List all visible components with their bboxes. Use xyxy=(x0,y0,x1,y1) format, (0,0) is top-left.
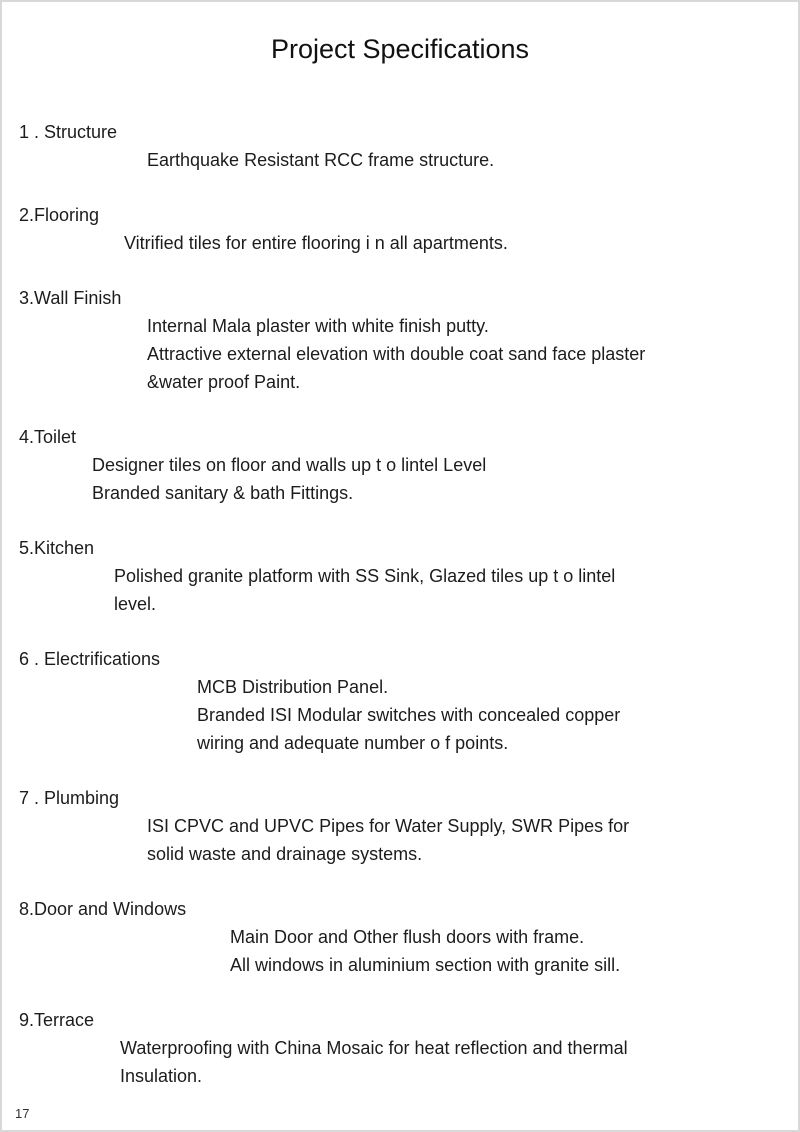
spec-section-door-and-windows xyxy=(2,895,798,979)
spec-line: Branded sanitary & bath Fittings. xyxy=(92,483,354,503)
section-lines xyxy=(2,673,798,757)
section-heading: 9.Terrace xyxy=(19,1010,95,1030)
section-heading: 8.Door and Windows xyxy=(19,899,187,919)
section-lines xyxy=(2,562,798,618)
page-title: Project Specifications xyxy=(270,34,530,64)
section-heading: 4.Toilet xyxy=(19,427,77,447)
spec-section-toilet xyxy=(2,423,798,507)
spec-line: Main Door and Other flush doors with frame. xyxy=(230,927,585,947)
spec-section-plumbing xyxy=(2,784,798,868)
spec-line: level. xyxy=(114,594,157,614)
section-lines xyxy=(2,923,798,979)
spec-line: Internal Mala plaster with white finish putty. xyxy=(147,316,489,336)
section-heading: 3.Wall Finish xyxy=(19,288,122,308)
section-heading: 7 . Plumbing xyxy=(19,788,120,808)
section-lines xyxy=(2,1034,798,1090)
spec-line: solid waste and drainage systems. xyxy=(147,844,423,864)
spec-section-flooring xyxy=(2,201,798,257)
section-heading: 6 . Electrifications xyxy=(19,649,161,669)
spec-line: All windows in aluminium section with granite sill. xyxy=(230,955,621,975)
section-heading: 2.Flooring xyxy=(19,205,100,225)
specifications-list xyxy=(2,118,798,1090)
spec-line: Insulation. xyxy=(120,1066,203,1086)
section-heading: 1 . Structure xyxy=(19,122,118,142)
section-heading: 5.Kitchen xyxy=(19,538,95,558)
spec-line: ISI CPVC and UPVC Pipes for Water Supply, SWR Pipes for xyxy=(147,816,630,836)
spec-line: &water proof Paint. xyxy=(147,372,301,392)
section-lines xyxy=(2,812,798,868)
spec-line: Polished granite platform with SS Sink, Glazed tiles up t o lintel xyxy=(114,566,616,586)
spec-line: MCB Distribution Panel. xyxy=(197,677,389,697)
spec-section-kitchen xyxy=(2,534,798,618)
spec-line: wiring and adequate number o f points. xyxy=(197,733,509,753)
spec-section-terrace xyxy=(2,1006,798,1090)
section-lines xyxy=(2,451,798,507)
spec-line: Waterproofing with China Mosaic for heat reflection and thermal xyxy=(120,1038,628,1058)
spec-line: Attractive external elevation with double coat sand face plaster xyxy=(147,344,646,364)
section-lines xyxy=(2,229,798,257)
page-number: 17 xyxy=(15,1106,30,1121)
section-lines xyxy=(2,146,798,174)
spec-line: Branded ISI Modular switches with concealed copper xyxy=(197,705,621,725)
spec-section-wall-finish xyxy=(2,284,798,396)
spec-section-structure xyxy=(2,118,798,174)
spec-line: Vitrified tiles for entire flooring i n all apartments. xyxy=(124,233,508,253)
section-lines xyxy=(2,312,798,396)
spec-section-electrifications xyxy=(2,645,798,757)
spec-line: Designer tiles on floor and walls up t o lintel Level xyxy=(92,455,487,475)
spec-line: Earthquake Resistant RCC frame structure. xyxy=(147,150,495,170)
